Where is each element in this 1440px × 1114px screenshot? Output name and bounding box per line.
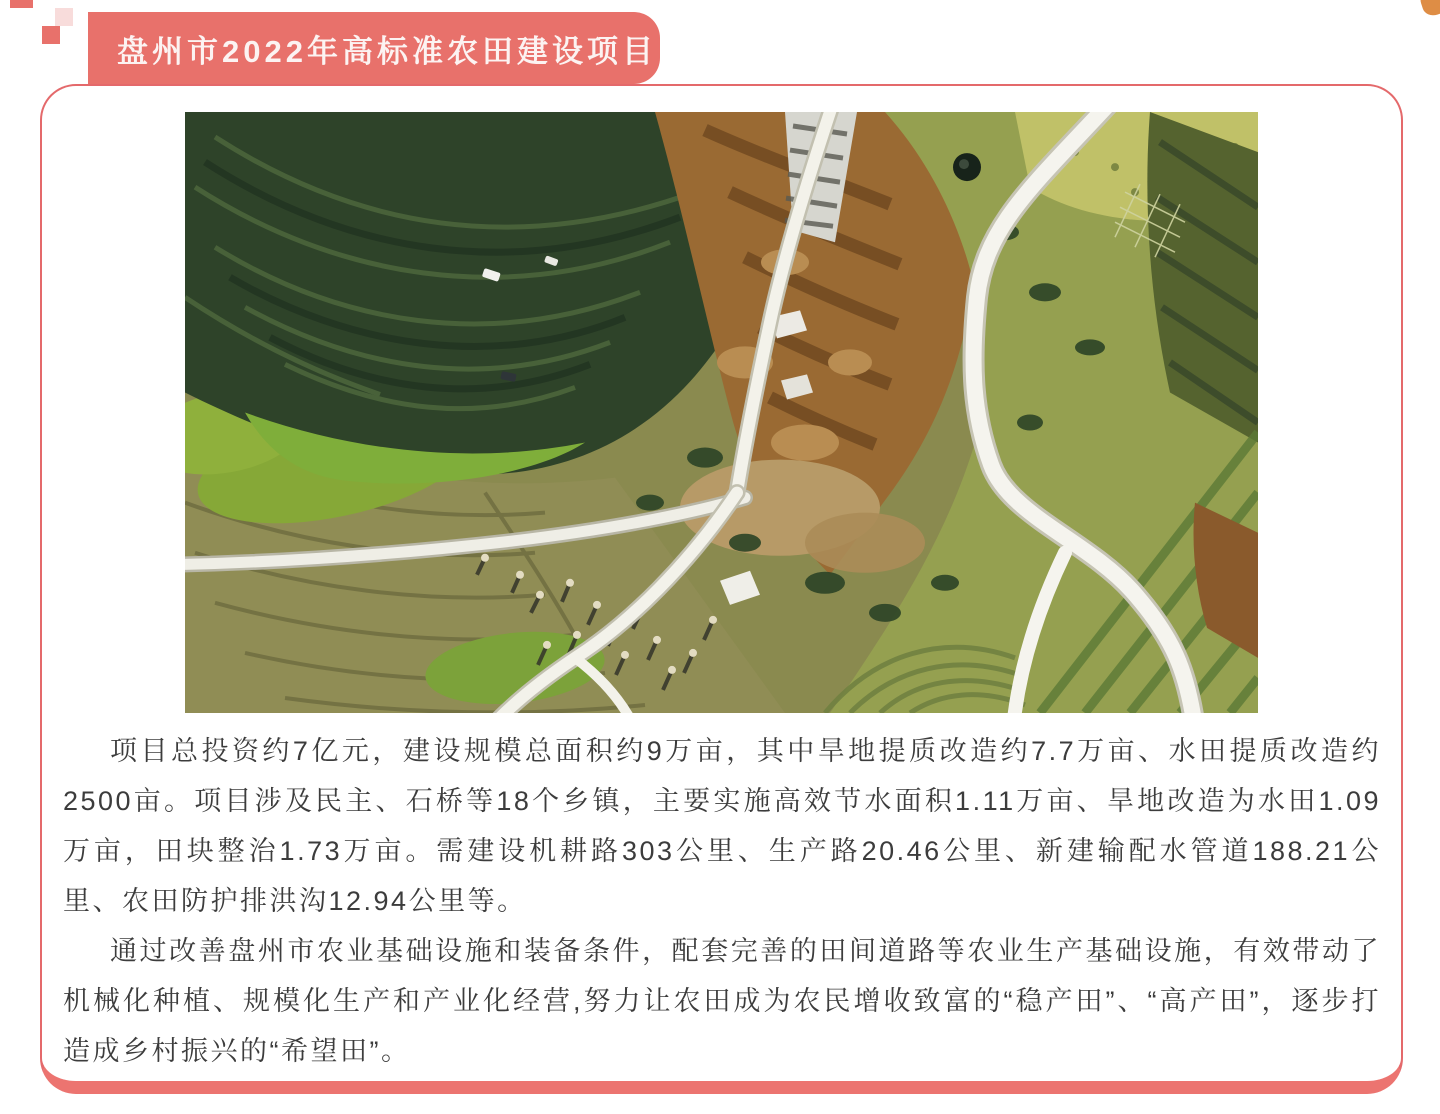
paragraph-2: 通过改善盘州市农业基础设施和装备条件，配套完善的田间道路等农业生产基础设施，有效带动了机械化种植、规模化生产和产业化经营,努力让农田成为农民增收致富的“稳产田”、“高产田”，逐步打造成乡村振兴的“希望田”。 bbox=[63, 936, 1381, 1066]
page-title: 盘州市2022年高标准农田建设项目 bbox=[117, 33, 657, 69]
orange-blob-decor bbox=[1418, 0, 1440, 18]
light-square-decor bbox=[55, 8, 73, 26]
aerial-photo bbox=[185, 112, 1258, 713]
title-banner bbox=[88, 12, 660, 84]
corner-square-decor bbox=[10, 0, 33, 8]
dark-square-decor bbox=[42, 26, 60, 44]
paragraph-1: 项目总投资约7亿元，建设规模总面积约9万亩，其中旱地提质改造约7.7万亩、水田提质改造约2500亩。项目涉及民主、石桥等18个乡镇，主要实施高效节水面积1.11万亩、旱地改造为水田1.09万亩，田块整治1.73万亩。需建设机耕路303公里、生产路20.46公里、新建输配水管道188.21公里、农田防护排洪沟12.94公里等。 bbox=[63, 736, 1381, 916]
article bbox=[63, 726, 1381, 1076]
